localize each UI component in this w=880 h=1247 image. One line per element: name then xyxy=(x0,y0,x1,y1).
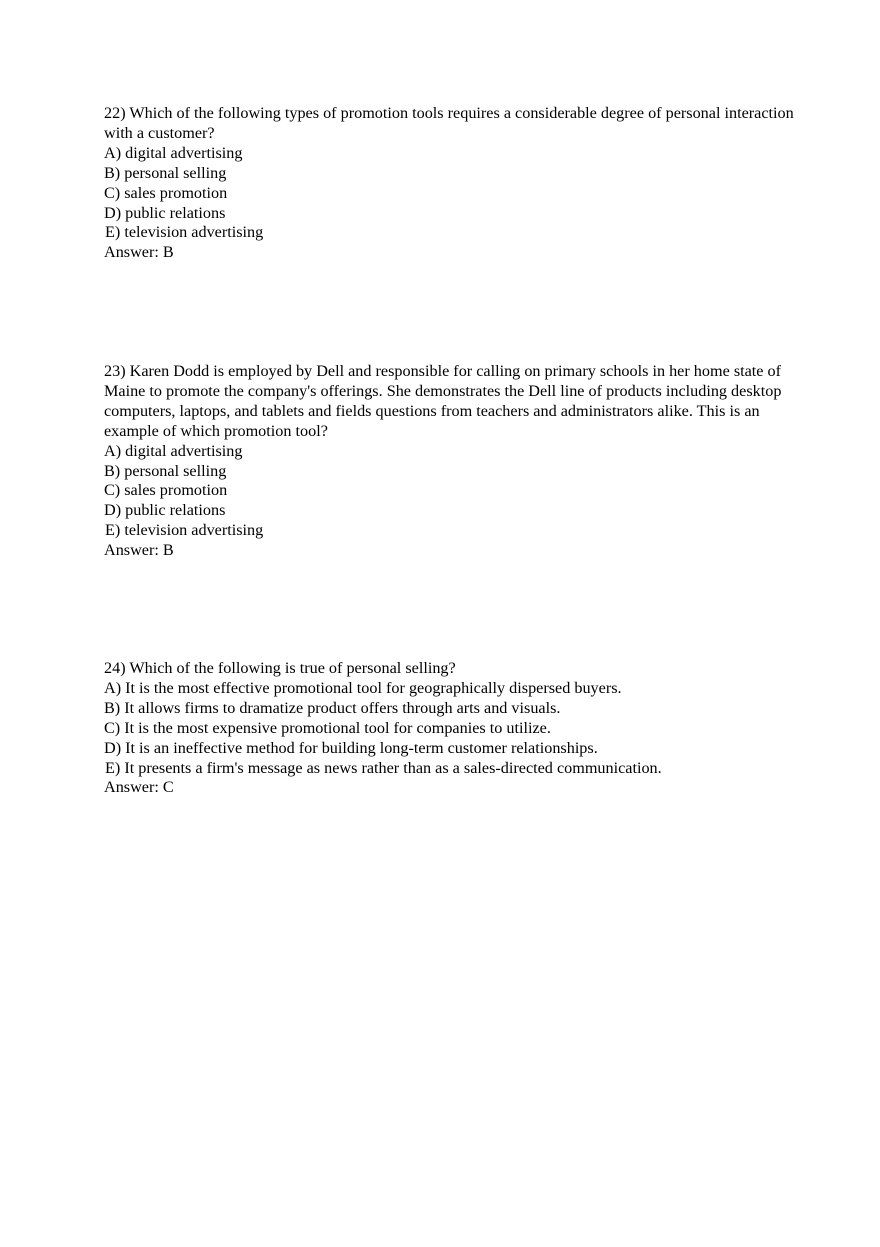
answer-choice-d: D) public relations xyxy=(104,203,226,222)
answer-choice-b: B) It allows firms to dramatize product offers through arts and visuals. xyxy=(104,698,561,717)
answer-choice-b: B) personal selling xyxy=(104,461,227,480)
question-22 xyxy=(104,104,794,263)
question-stem: 22) Which of the following types of promotion tools requires a considerable degree of personal interaction with a customer? xyxy=(104,104,794,142)
answer-choice-c: C) sales promotion xyxy=(104,481,228,500)
answer-choice-a: A) digital advertising xyxy=(104,143,243,162)
answer-choice-a: A) digital advertising xyxy=(104,441,243,460)
question-23 xyxy=(104,362,794,561)
answer-choice-e: E) television advertising xyxy=(105,223,264,242)
answer-key: Answer: B xyxy=(104,541,174,560)
answer-key: Answer: C xyxy=(104,778,174,797)
answer-choice-d: D) public relations xyxy=(104,501,226,520)
question-stem: 24) Which of the following is true of personal selling? xyxy=(104,659,456,677)
question-stem: 23) Karen Dodd is employed by Dell and responsible for calling on primary schools in her home state of Maine to promote the company's offerings. She demonstrates the Dell line of products including desktop computers, laptops, and tablets and fields questions from teachers and administrators alike. This is an example of which promotion tool? xyxy=(104,362,782,440)
answer-choice-c: C) sales promotion xyxy=(104,183,228,202)
question-24 xyxy=(104,659,794,798)
answer-choice-c: C) It is the most expensive promotional tool for companies to utilize. xyxy=(104,718,551,737)
answer-choice-b: B) personal selling xyxy=(104,163,227,182)
answer-choice-a: A) It is the most effective promotional tool for geographically dispersed buyers. xyxy=(104,678,622,697)
answer-key: Answer: B xyxy=(104,243,174,262)
answer-choice-e: E) It presents a firm's message as news rather than as a sales-directed communication. xyxy=(105,758,662,777)
answer-choice-d: D) It is an ineffective method for building long-term customer relationships. xyxy=(104,738,598,757)
answer-choice-e: E) television advertising xyxy=(105,521,264,540)
